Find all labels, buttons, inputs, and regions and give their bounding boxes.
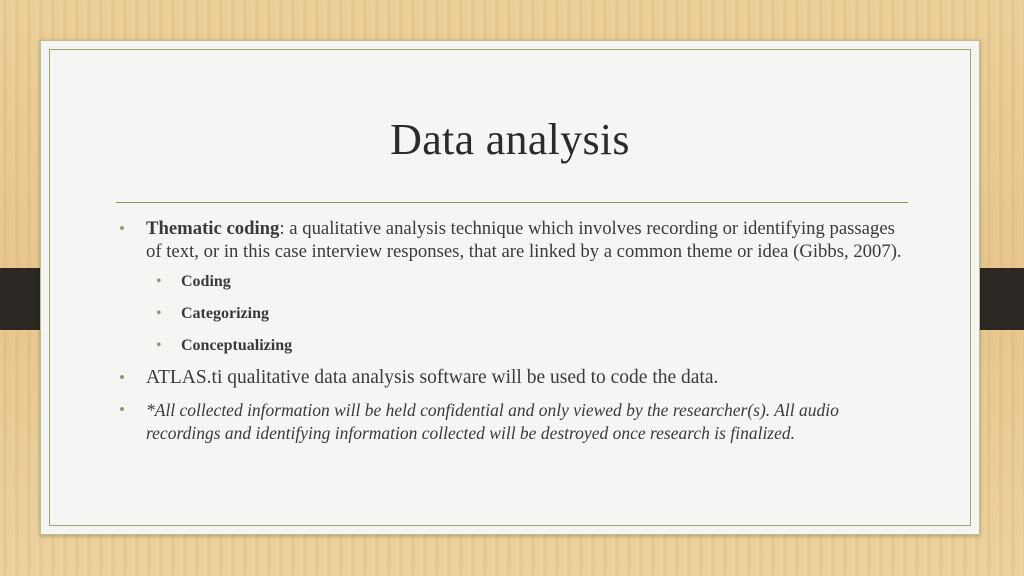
bullet-dot: • (156, 273, 162, 290)
sub-bullet-label: Categorizing (181, 305, 269, 322)
bullet-text: ATLAS.ti qualitative data analysis software will be used to code the data. (146, 367, 719, 388)
bullet-dot: • (119, 219, 125, 238)
slide-content (119, 217, 909, 444)
sub-bullet-conceptualizing (119, 336, 909, 356)
slide (40, 40, 980, 535)
bullet-confidentiality-note (119, 399, 909, 444)
bullet-text: : a qualitative analysis technique which involves recording or identifying passages of text, or in this case interview responses, that are linked by a common theme or idea (Gibbs, 2007). (146, 218, 902, 262)
bullet-term: Thematic coding (146, 218, 280, 239)
bullet-thematic-coding (119, 217, 909, 263)
sub-bullet-label: Conceptualizing (181, 337, 293, 354)
bullet-atlas-ti (119, 366, 909, 389)
slide-title: Data analysis (390, 115, 630, 164)
bullet-dot: • (156, 305, 162, 322)
bullet-text: *All collected information will be held confidential and only viewed by the researcher(s). All audio recordings and identifying information collected will be destroyed once research is finalized. (146, 400, 839, 443)
sub-bullet-label: Coding (181, 273, 231, 290)
title-divider (116, 202, 908, 203)
bullet-dot: • (119, 400, 125, 419)
bullet-dot: • (119, 368, 125, 387)
bullet-dot: • (156, 337, 162, 354)
sub-bullet-coding (119, 272, 909, 292)
sub-bullet-categorizing (119, 304, 909, 324)
